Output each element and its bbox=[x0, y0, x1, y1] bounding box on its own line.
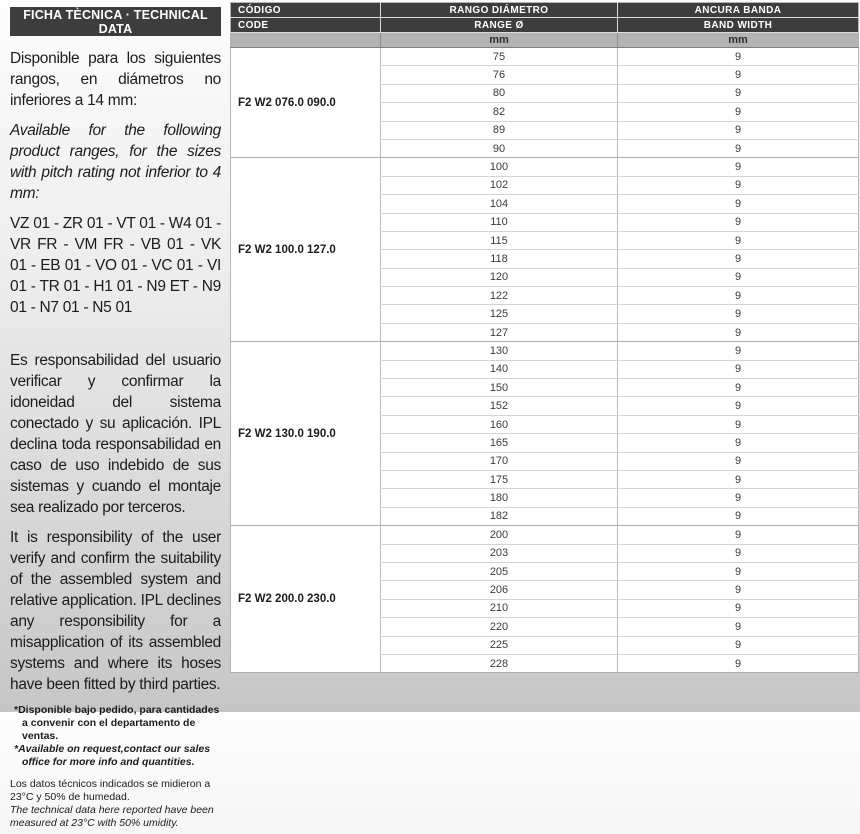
header-row-en bbox=[231, 18, 859, 33]
unit-diameter-mm: mm bbox=[381, 33, 618, 48]
header-codigo: CÓDIGO bbox=[231, 3, 381, 18]
header-range: RANGE Ø bbox=[381, 18, 618, 33]
band-width-cell: 9 bbox=[618, 121, 859, 139]
band-width-cell: 9 bbox=[618, 415, 859, 433]
diameter-cell: 75 bbox=[381, 48, 618, 66]
diameter-cell: 76 bbox=[381, 66, 618, 84]
paragraph-availability-es: Disponible para los siguientes rangos, en diámetros no inferiores a 14 mm: bbox=[10, 50, 221, 109]
diameter-cell: 150 bbox=[381, 379, 618, 397]
band-width-cell: 9 bbox=[618, 342, 859, 360]
footnote-on-request-en: *Available on request,contact our sales office for more info and quantities. bbox=[14, 743, 211, 768]
footnote-on-request-es: *Disponible bajo pedido, para cantidades a convenir con el departamento de ventas. bbox=[14, 704, 220, 742]
table-header bbox=[231, 3, 859, 48]
code-cell: F2 W2 130.0 190.0 bbox=[231, 342, 381, 526]
band-width-cell: 9 bbox=[618, 452, 859, 470]
diameter-cell: 115 bbox=[381, 231, 618, 249]
band-width-cell: 9 bbox=[618, 618, 859, 636]
diameter-cell: 182 bbox=[381, 507, 618, 525]
diameter-cell: 100 bbox=[381, 158, 618, 176]
technical-data-table-container bbox=[230, 2, 858, 673]
band-width-cell: 9 bbox=[618, 195, 859, 213]
code-cell: F2 W2 200.0 230.0 bbox=[231, 526, 381, 673]
band-width-cell: 9 bbox=[618, 434, 859, 452]
paragraph-disclaimer-en: It is responsibility of the user verify and confirm the suitability of the assembled system and relative application. IPL declines any responsibility for a misapplication of its assembled systems and where its hoses have been fitted by third parties. bbox=[10, 529, 221, 693]
header-rango-diametro: RANGO DIÁMETRO bbox=[381, 3, 618, 18]
band-width-cell: 9 bbox=[618, 231, 859, 249]
diameter-cell: 125 bbox=[381, 305, 618, 323]
paragraph-disclaimer-es: Es responsabilidad del usuario verificar y confirmar la idoneidad del sistema conectado y su aplicación. IPL declina toda responsabilidad en caso de uso indebido de sus sistemas y cuando el montaje sea realizado por terceros. bbox=[10, 352, 221, 516]
band-width-cell: 9 bbox=[618, 562, 859, 580]
diameter-cell: 127 bbox=[381, 323, 618, 341]
band-width-cell: 9 bbox=[618, 213, 859, 231]
unit-band-width-mm: mm bbox=[618, 33, 859, 48]
diameter-cell: 110 bbox=[381, 213, 618, 231]
diameter-cell: 102 bbox=[381, 176, 618, 194]
footnote-conditions-en: The technical data here reported have been measured at 23°C with 50% umidity. bbox=[10, 804, 214, 829]
paragraph-product-ranges: VZ 01 - ZR 01 - VT 01 - W4 01 - VR FR - VM FR - VB 01 - VK 01 - EB 01 - VO 01 - VC 01 - VI 01 - TR 01 - H1 01 - N9 ET - N9 01 - N7 01 - N5 01 bbox=[10, 215, 221, 316]
diameter-cell: 122 bbox=[381, 287, 618, 305]
diameter-cell: 89 bbox=[381, 121, 618, 139]
paragraph-availability-en: Available for the following product ranges, for the sizes with pitch rating not inferior to 4 mm: bbox=[10, 122, 221, 202]
band-width-cell: 9 bbox=[618, 323, 859, 341]
band-width-cell: 9 bbox=[618, 379, 859, 397]
band-width-cell: 9 bbox=[618, 544, 859, 562]
diameter-cell: 160 bbox=[381, 415, 618, 433]
technical-data-table bbox=[230, 2, 859, 673]
diameter-cell: 118 bbox=[381, 250, 618, 268]
diameter-cell: 205 bbox=[381, 562, 618, 580]
footnotes bbox=[10, 704, 221, 834]
header-row-es bbox=[231, 3, 859, 18]
band-width-cell: 9 bbox=[618, 103, 859, 121]
diameter-cell: 175 bbox=[381, 470, 618, 488]
diameter-cell: 90 bbox=[381, 139, 618, 157]
page-title-text: FICHA TÈCNICA · TECHNICAL DATA bbox=[23, 7, 208, 36]
diameter-cell: 210 bbox=[381, 599, 618, 617]
band-width-cell: 9 bbox=[618, 48, 859, 66]
diameter-cell: 165 bbox=[381, 434, 618, 452]
band-width-cell: 9 bbox=[618, 654, 859, 672]
diameter-cell: 206 bbox=[381, 581, 618, 599]
band-width-cell: 9 bbox=[618, 397, 859, 415]
diameter-cell: 228 bbox=[381, 654, 618, 672]
table-row bbox=[231, 342, 859, 360]
band-width-cell: 9 bbox=[618, 526, 859, 544]
diameter-cell: 82 bbox=[381, 103, 618, 121]
diameter-cell: 120 bbox=[381, 268, 618, 286]
diameter-cell: 225 bbox=[381, 636, 618, 654]
table-row bbox=[231, 526, 859, 544]
band-width-cell: 9 bbox=[618, 305, 859, 323]
header-row-units bbox=[231, 33, 859, 48]
header-code: CODE bbox=[231, 18, 381, 33]
band-width-cell: 9 bbox=[618, 581, 859, 599]
diameter-cell: 130 bbox=[381, 342, 618, 360]
band-width-cell: 9 bbox=[618, 636, 859, 654]
band-width-cell: 9 bbox=[618, 139, 859, 157]
band-width-cell: 9 bbox=[618, 599, 859, 617]
band-width-cell: 9 bbox=[618, 360, 859, 378]
sidebar bbox=[0, 0, 230, 829]
diameter-cell: 140 bbox=[381, 360, 618, 378]
diameter-cell: 104 bbox=[381, 195, 618, 213]
band-width-cell: 9 bbox=[618, 287, 859, 305]
footnote-conditions-es: Los datos técnicos indicados se midieron a 23°C y 50% de humedad. bbox=[10, 778, 211, 803]
diameter-cell: 200 bbox=[381, 526, 618, 544]
band-width-cell: 9 bbox=[618, 66, 859, 84]
band-width-cell: 9 bbox=[618, 507, 859, 525]
unit-empty-cell bbox=[231, 33, 381, 48]
diameter-cell: 220 bbox=[381, 618, 618, 636]
band-width-cell: 9 bbox=[618, 84, 859, 102]
diameter-cell: 180 bbox=[381, 489, 618, 507]
diameter-cell: 152 bbox=[381, 397, 618, 415]
band-width-cell: 9 bbox=[618, 470, 859, 488]
code-cell: F2 W2 100.0 127.0 bbox=[231, 158, 381, 342]
table-row bbox=[231, 158, 859, 176]
code-cell: F2 W2 076.0 090.0 bbox=[231, 48, 381, 158]
band-width-cell: 9 bbox=[618, 268, 859, 286]
diameter-cell: 170 bbox=[381, 452, 618, 470]
header-band-width: BAND WIDTH bbox=[618, 18, 859, 33]
band-width-cell: 9 bbox=[618, 176, 859, 194]
table-body bbox=[231, 48, 859, 673]
band-width-cell: 9 bbox=[618, 158, 859, 176]
page-title bbox=[10, 7, 221, 36]
header-ancura-banda: ANCURA BANDA bbox=[618, 3, 859, 18]
diameter-cell: 80 bbox=[381, 84, 618, 102]
table-row bbox=[231, 48, 859, 66]
band-width-cell: 9 bbox=[618, 489, 859, 507]
band-width-cell: 9 bbox=[618, 250, 859, 268]
diameter-cell: 203 bbox=[381, 544, 618, 562]
